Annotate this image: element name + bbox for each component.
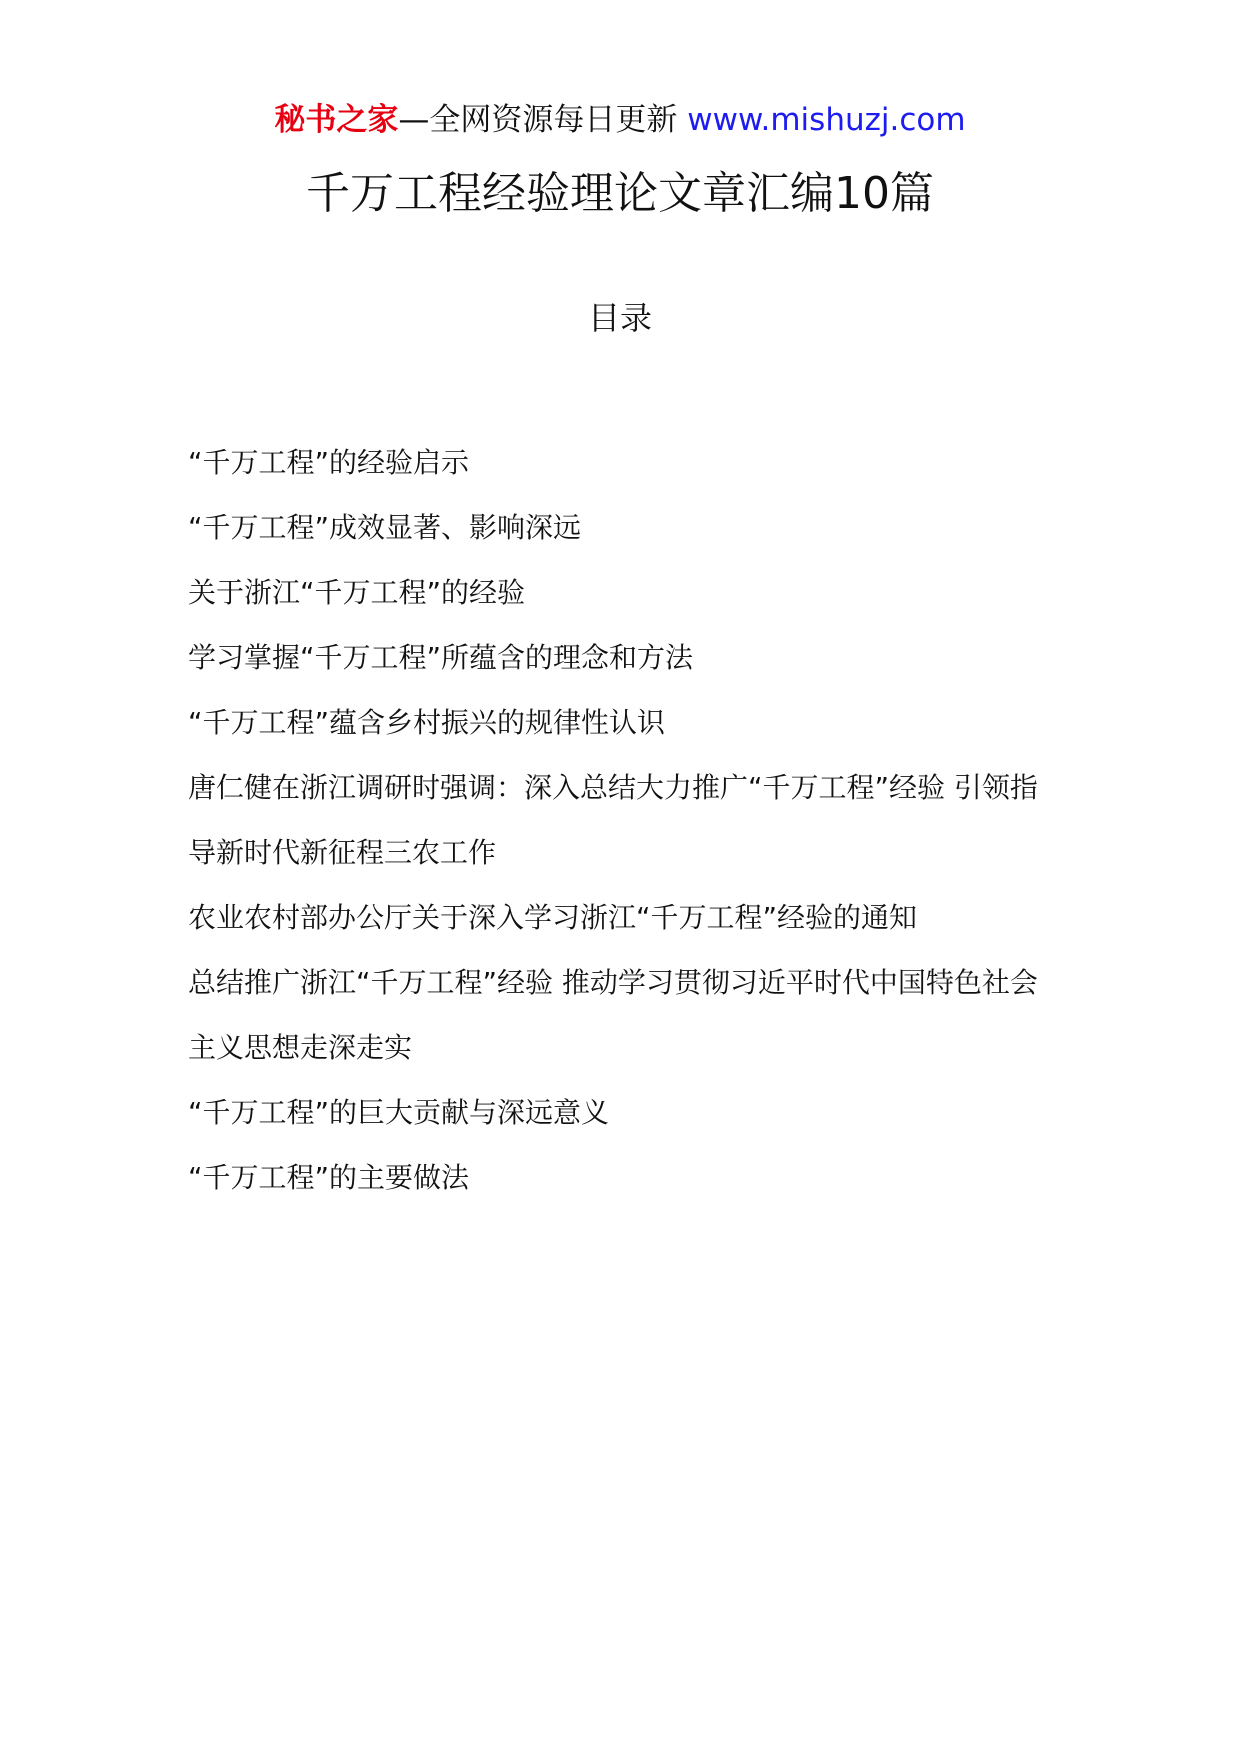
toc-entry-text: “千万工程”的巨大贡献与深远意义 bbox=[188, 1096, 610, 1129]
toc-entry-text: “千万工程”的经验启示 bbox=[188, 446, 470, 479]
banner-slogan: —全网资源每日更新 bbox=[398, 102, 688, 138]
toc-entry[interactable] bbox=[188, 755, 1058, 885]
toc-heading: 目录 bbox=[587, 299, 652, 337]
site-banner bbox=[0, 98, 1240, 142]
toc-entry-text: “千万工程”蕴含乡村振兴的规律性认识 bbox=[188, 706, 666, 739]
toc-entry-text: 农业农村部办公厅关于深入学习浙江“千万工程”经验的通知 bbox=[188, 901, 918, 934]
toc-entry[interactable] bbox=[188, 1080, 1058, 1145]
site-link[interactable]: www.mishuzj.com bbox=[687, 102, 966, 138]
toc-entry[interactable] bbox=[188, 885, 1058, 950]
toc-entry[interactable] bbox=[188, 690, 1058, 755]
table-of-contents bbox=[188, 430, 1058, 1210]
toc-entry-text: “千万工程”成效显著、影响深远 bbox=[188, 511, 582, 544]
toc-entry[interactable] bbox=[188, 625, 1058, 690]
brand-name: 秘书之家 bbox=[274, 102, 399, 138]
toc-entry[interactable] bbox=[188, 1145, 1058, 1210]
toc-entry[interactable] bbox=[188, 950, 1058, 1080]
toc-entry[interactable] bbox=[188, 430, 1058, 495]
toc-entry-text: 唐仁健在浙江调研时强调：深入总结大力推广“千万工程”经验 引领指导新时代新征程三农工作 bbox=[188, 771, 1038, 869]
toc-entry-text: 总结推广浙江“千万工程”经验 推动学习贯彻习近平时代中国特色社会主义思想走深走实 bbox=[188, 966, 1038, 1064]
toc-entry-text: 学习掌握“千万工程”所蕴含的理念和方法 bbox=[188, 641, 694, 674]
toc-entry[interactable] bbox=[188, 495, 1058, 560]
toc-entry[interactable] bbox=[188, 560, 1058, 625]
document-title: 千万工程经验理论文章汇编10篇 bbox=[306, 168, 934, 219]
toc-entry-text: 关于浙江“千万工程”的经验 bbox=[188, 576, 526, 609]
toc-entry-text: “千万工程”的主要做法 bbox=[188, 1161, 470, 1194]
